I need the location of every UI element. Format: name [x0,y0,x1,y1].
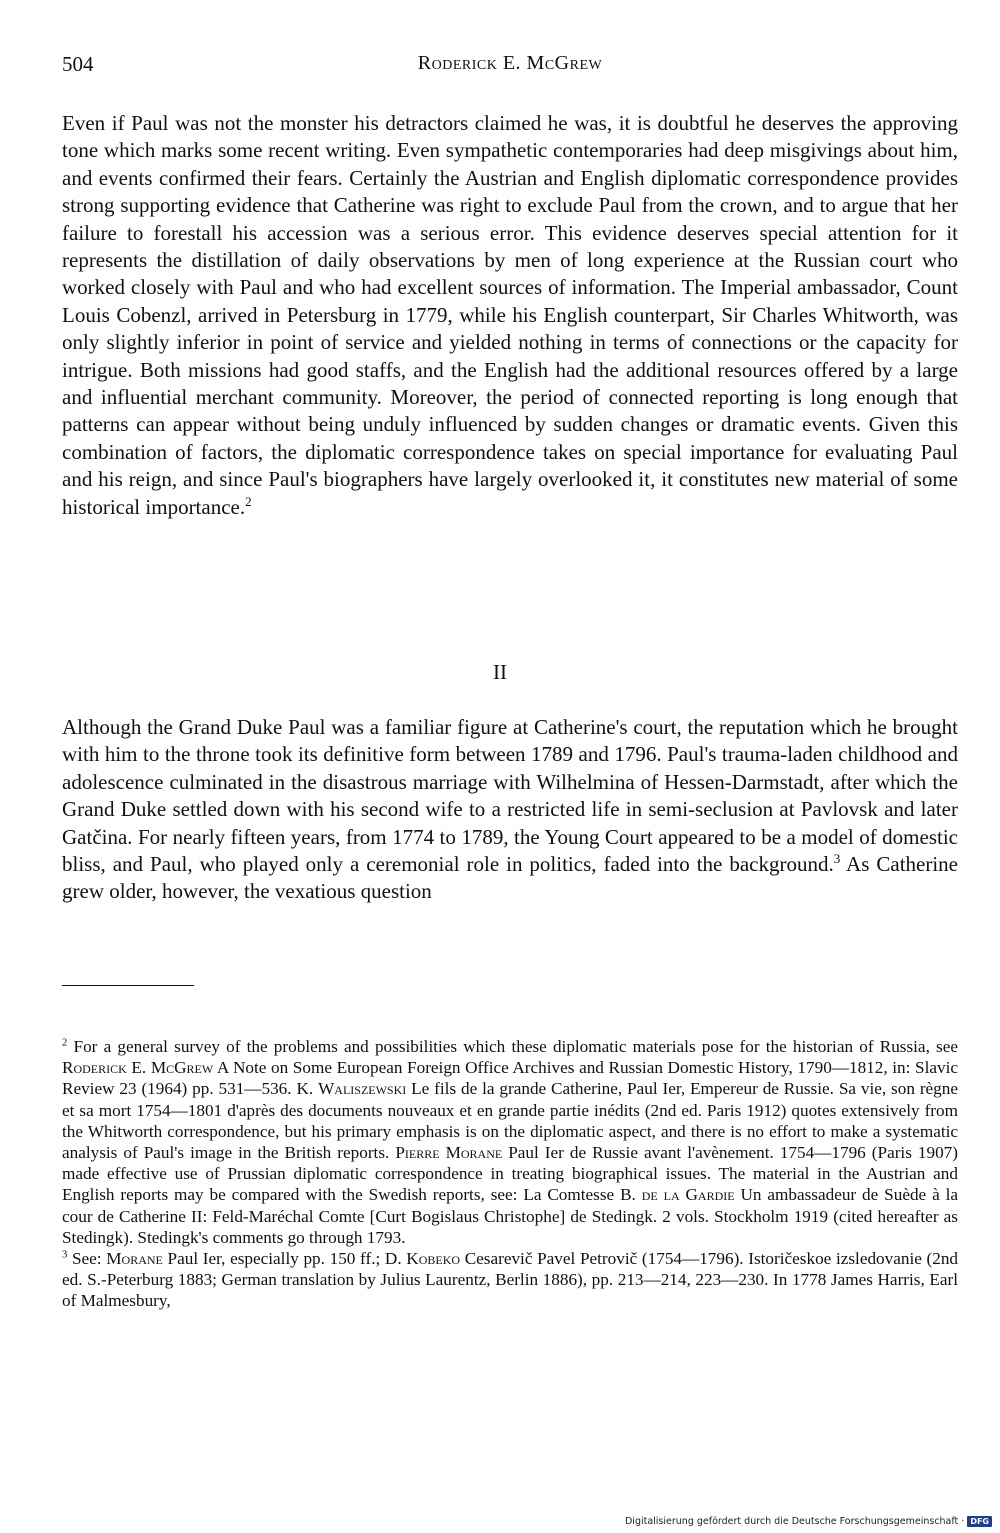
page-header [62,52,958,82]
author-name: Morane [106,1249,163,1269]
footnote-marker: 3 [62,1249,68,1261]
footnote-3 [62,1248,958,1312]
footnote-2 [62,1036,958,1248]
paragraph-text: Although the Grand Duke Paul was a familiar figure at Catherine's court, the reputation which he brought with him to the throne took its definitive form between 1789 and 1796. Paul's trauma-laden childhood and adolescence culminated in the disastrous marriage with Wilhelmina of Hessen-Darmstadt, after which the Grand Duke settled down with his second wife to a restricted life in semi-seclusion at Pavlovsk and later Gatčina. For nearly fifteen years, from 1774 to 1789, the Young Court appeared to be a model of domestic bliss, and Paul, who played only a ceremonial role in politics, faded into the background. [62,715,958,877]
footnote-text: Paul Ier, especially pp. 150 ff.; D. [162,1249,407,1269]
author-name: Roderick E. McGrew [62,1058,214,1078]
page-number: 504 [62,52,94,76]
digitization-credit [625,1516,992,1527]
footnote-rule [62,985,194,986]
footnote-text: Paul Ier de Russie avant l'avènement. 1754—1796 (Paris 1907) made effective use of Prussian diplomatic correspondence in treating biographical issues. The material in the Austrian and English reports may be compared with the Swedish reports, see: La Comtesse B. [62,1143,958,1205]
body-paragraph-1 [62,110,958,521]
footnote-text: Le fils de la grande Catherine, Paul Ier, Empereur de Russie. Sa vie, son règne et sa mort 1754—1801 d'après des documents nouveaux et en grande partie inédits (2nd ed. Paris 1912) quotes extensively from the Whitworth correspondence, but his primary emphasis is on the diplomatic aspect, and there is no effort to make a systematic analysis of Paul's image in the British reports. [62,1079,958,1163]
footnote-text: Un ambassadeur de Suède à la cour de Catherine II: Feld-Maréchal Comte [Curt Bogislaus Christophe] de Stedingk. 2 vols. Stockholm 1919 (cited hereafter as Stedingk). Stedingk's comments go through 1793. [62,1185,958,1247]
paragraph-text-continued: As Catherine grew older, however, the vexatious question [62,852,958,904]
footnote-text: Cesarevič Pavel Petrovič (1754—1796). Istoričeskoe izsledovanie (2nd ed. S.-Peterburg 1883; German translation by Julius Laurentz, Berlin 1886), pp. 213—214, 223—230. In 1778 James Harris, Earl of Malmesbury, [62,1249,959,1311]
body-paragraph-2 [62,714,958,906]
dfg-logo: DFG [967,1516,992,1527]
footnote-text: For a general survey of the problems and possibilities which these diplomatic materials pose for the historian of Russia, see [67,1037,958,1056]
credit-text: Digitalisierung gefördert durch die Deutsche Forschungsgemeinschaft · [624,1516,965,1527]
footnote-reference: 2 [245,493,252,509]
footnotes [62,1036,958,1312]
author-name: Kobeko [406,1249,461,1269]
footnote-reference: 3 [833,851,841,867]
section-number: II [493,660,507,684]
author-name: de la Gardie [641,1185,735,1205]
author-name: Waliszewski [318,1079,407,1099]
footnote-marker: 2 [62,1037,68,1049]
footnote-text: A Note on Some European Foreign Office Archives and Russian Domestic History, 1790—1812, in: Slavic Review 23 (1964) pp. 531—536. K. [62,1058,958,1099]
running-head: Roderick E. McGrew [417,52,603,74]
paragraph-text: Even if Paul was not the monster his detractors claimed he was, it is doubtful he deserves the approving tone which marks some recent writing. Even sympathetic contemporaries had deep misgivings about him, and events confirmed their fears. Certainly the Austrian and English diplomatic correspondence provides strong supporting evidence that Catherine was right to exclude Paul from the crown, and to argue that her failure to forestall his accession was a serious error. This evidence deserves special attention for it represents the distillation of daily observations by men of long experience at the Russian court who worked closely with Paul and who had excellent sources of information. The Imperial ambassador, Count Louis Cobenzl, arrived in Petersburg in 1779, while his English counterpart, Sir Charles Whitworth, was only slightly inferior in point of service and yielded nothing in terms of connections or the capacity for intrigue. Both missions had good staffs, and the English had the additional resources offered by a large and influential merchant community. Moreover, the period of connected reporting is long enough that patterns can appear without being unduly influenced by sudden changes or dramatic events. Given this combination of factors, the diplomatic correspondence takes on special importance for evaluating Paul and his reign, and since Paul's biographers have largely overlooked it, it constitutes new material of some historical importance. [62,111,958,519]
author-name: Pierre Morane [395,1143,503,1163]
footnote-text: See: [67,1249,107,1269]
